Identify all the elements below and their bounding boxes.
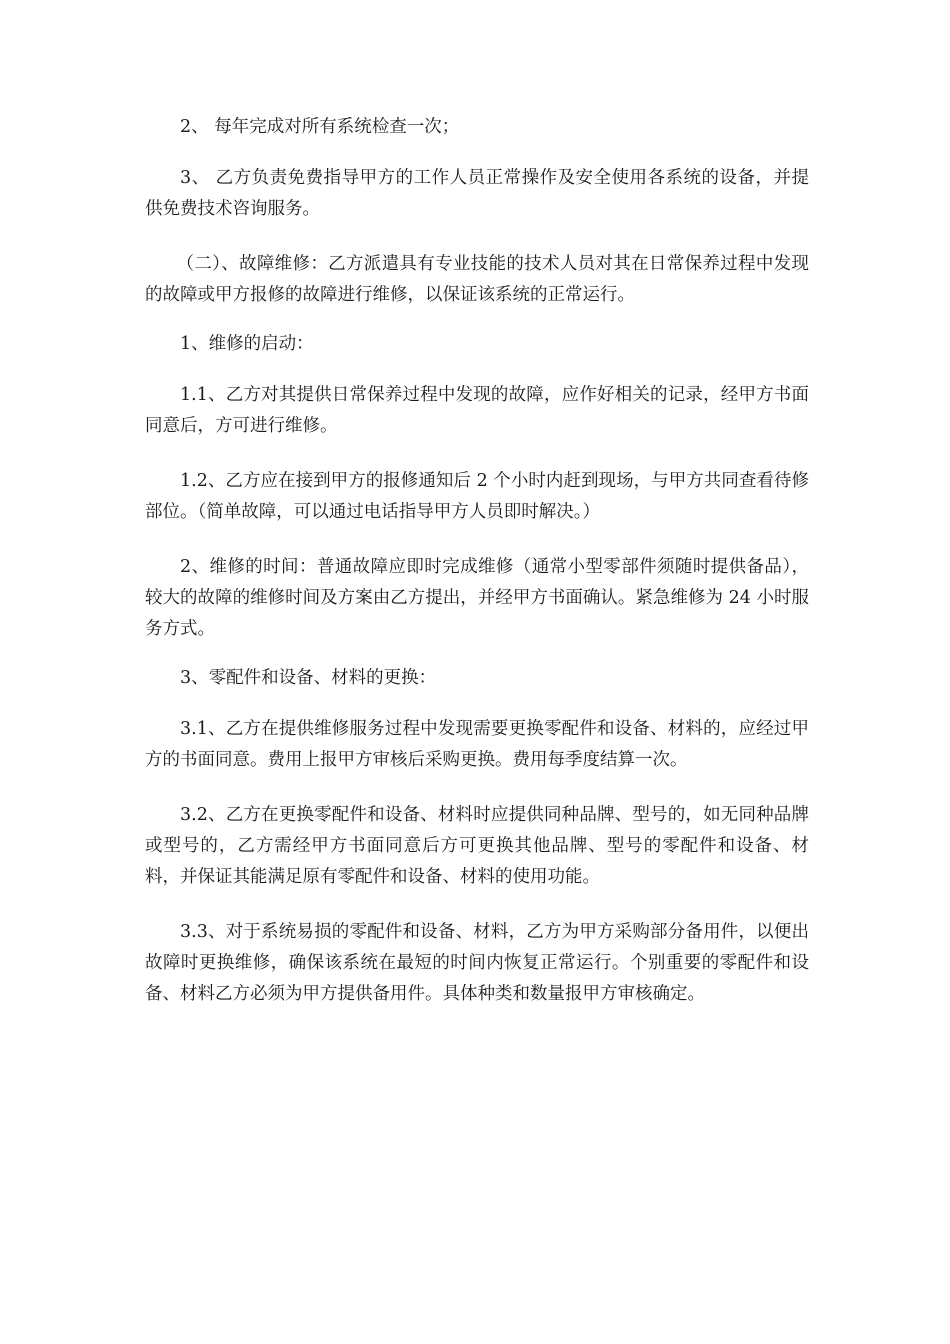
paragraph-clause-3-1: 3.1、乙方在提供维修服务过程中发现需要更换零配件和设备、材料的，应经过甲方的书面同意。费用上报甲方审核后采购更换。费用每季度结算一次。 bbox=[145, 719, 809, 770]
paragraph-repair-start: 1、维修的启动： bbox=[180, 334, 314, 354]
paragraph-annual-inspection: 2、 每年完成对所有系统检查一次； bbox=[180, 117, 460, 137]
paragraph-clause-3-3: 3.3、对于系统易损的零配件和设备、材料，乙方为甲方采购部分备用件，以便出故障时更换维修，确保该系统在最短的时间内恢复正常运行。个别重要的零配件和设备、材料乙方必须为甲方提供备用件。具体种类和数量报甲方审核确定。 bbox=[145, 922, 809, 1004]
paragraph-fault-repair-heading: （二）、故障维修：乙方派遣具有专业技能的技术人员对其在日常保养过程中发现的故障或甲方报修的故障进行维修，以保证该系统的正常运行。 bbox=[145, 254, 809, 305]
document-body bbox=[145, 112, 809, 1010]
paragraph-free-guidance: 3、 乙方负责免费指导甲方的工作人员正常操作及安全使用各系统的设备，并提供免费技术咨询服务。 bbox=[145, 168, 809, 219]
paragraph-clause-3-2: 3.2、乙方在更换零配件和设备、材料时应提供同种品牌、型号的，如无同种品牌或型号的，乙方需经甲方书面同意后方可更换其他品牌、型号的零配件和设备、材料，并保证其能满足原有零配件和设备、材料的使用功能。 bbox=[145, 805, 809, 887]
paragraph-clause-1-1: 1.1、乙方对其提供日常保养过程中发现的故障，应作好相关的记录，经甲方书面同意后，方可进行维修。 bbox=[145, 385, 809, 436]
paragraph-repair-time: 2、维修的时间：普通故障应即时完成维修（通常小型零部件须随时提供备品），较大的故障的维修时间及方案由乙方提出，并经甲方书面确认。紧急维修为 24 小时服务方式。 bbox=[145, 557, 809, 639]
paragraph-parts-replacement: 3、零配件和设备、材料的更换： bbox=[180, 668, 437, 688]
paragraph-clause-1-2: 1.2、乙方应在接到甲方的报修通知后 2 个小时内赶到现场，与甲方共同查看待修部位。（简单故障，可以通过电话指导甲方人员即时解决。） bbox=[145, 471, 809, 522]
